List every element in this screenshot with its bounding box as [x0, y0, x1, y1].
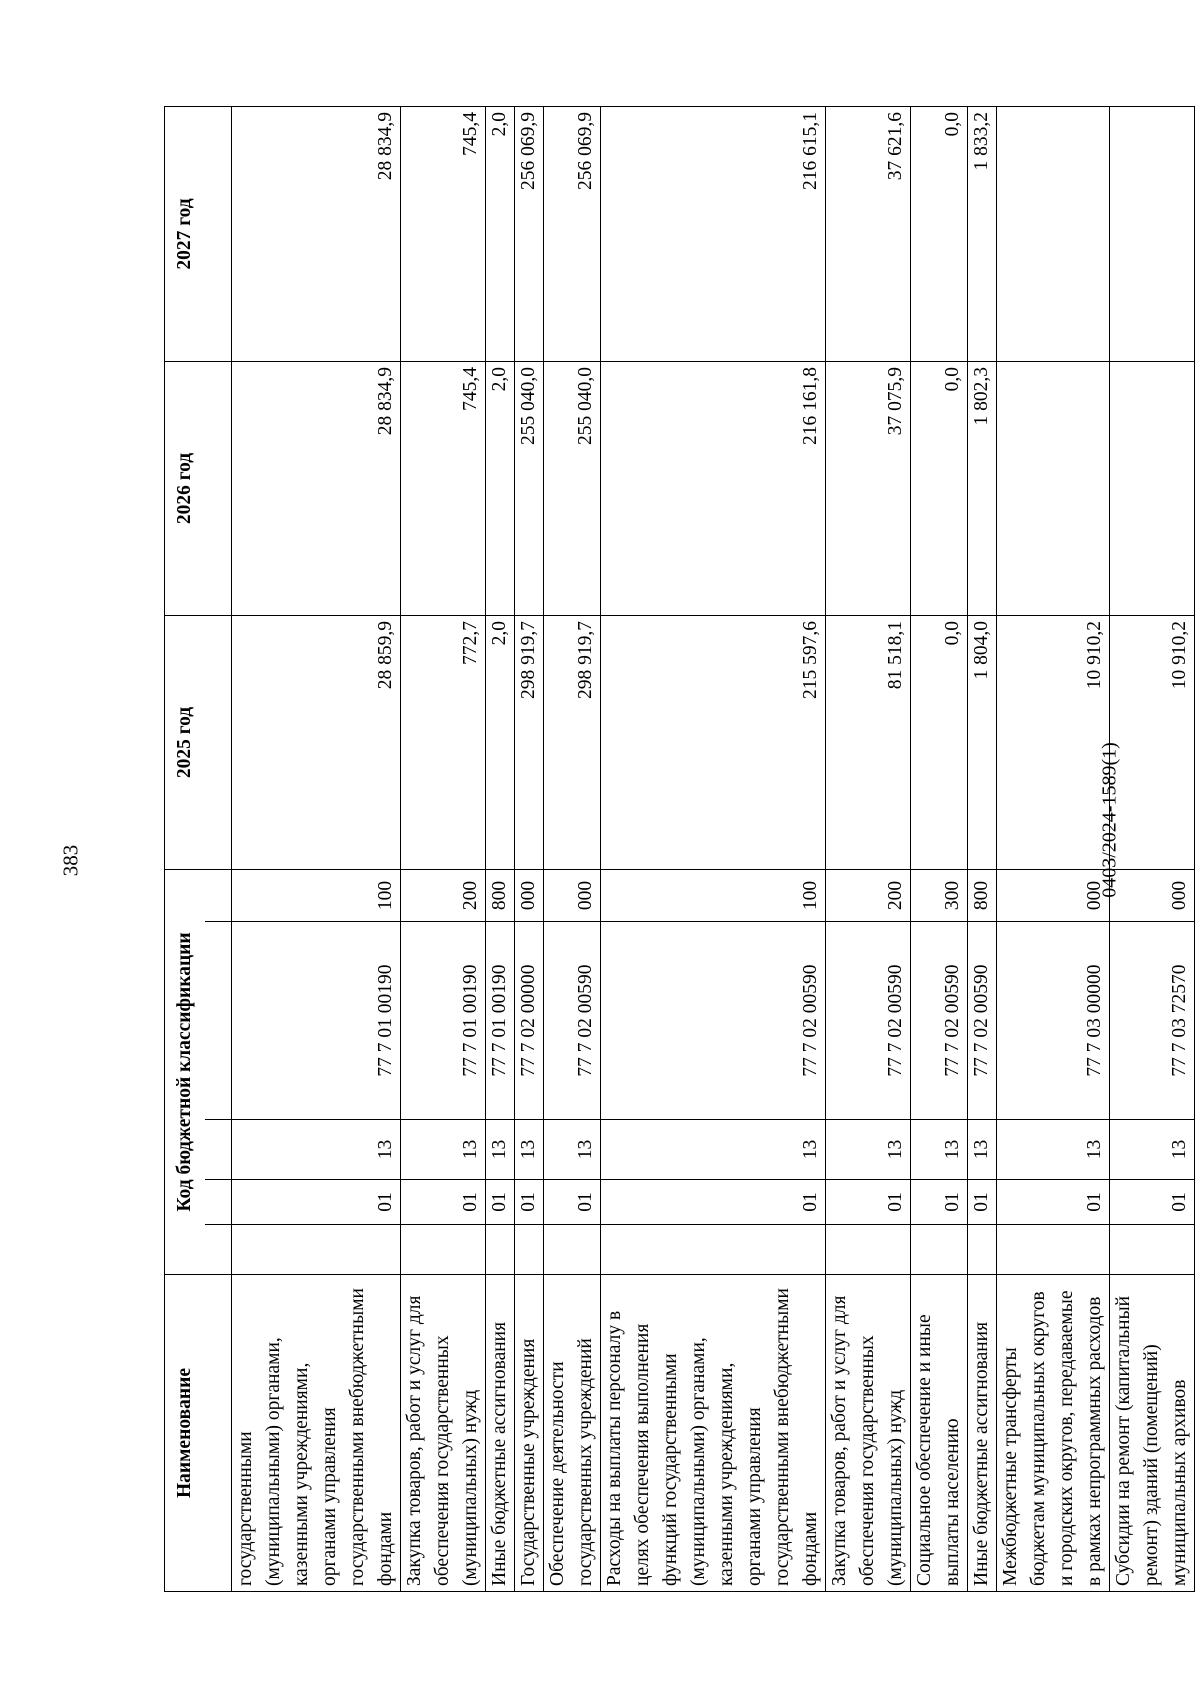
page-number: 383 — [58, 844, 83, 876]
row-empty — [826, 1225, 911, 1275]
subheader-cell — [205, 922, 232, 1120]
row-value-2027: 0,0 — [911, 107, 968, 362]
row-name: государственными (муниципальными) органами, казенными учреждениями, органами управления государственными внебюджетными фондами — [232, 1275, 401, 1592]
subheader-cell — [205, 1225, 232, 1275]
row-value-2026: 216 161,8 — [601, 362, 826, 616]
row-code-type: 800 — [486, 870, 515, 922]
row-code-target: 77 7 01 00190 — [232, 922, 401, 1120]
row-code-subsection: 13 — [515, 1120, 544, 1180]
row-value-2027: 256 069,9 — [515, 107, 544, 362]
table-subheader-row — [205, 107, 232, 1592]
row-value-2026: 255 040,0 — [544, 362, 601, 616]
table-row — [1110, 107, 1195, 1592]
table-row — [515, 107, 544, 1592]
row-code-type: 100 — [232, 870, 401, 922]
row-code-subsection: 13 — [997, 1120, 1110, 1180]
table-row — [826, 107, 911, 1592]
row-value-2026: 37 075,9 — [826, 362, 911, 616]
table-row — [601, 107, 826, 1592]
row-value-2026: 1 802,3 — [968, 362, 997, 616]
row-name: Закупка товаров, работ и услуг для обеспечения государственных (муниципальных) нужд — [401, 1275, 486, 1592]
row-code-target: 77 7 02 00000 — [515, 922, 544, 1120]
row-code-type: 000 — [515, 870, 544, 922]
row-code-section: 01 — [232, 1180, 401, 1225]
row-value-2025: 298 919,7 — [544, 616, 601, 870]
row-name: Межбюджетные трансферты бюджетам муниципальных округов и городских округов, передаваемые в рамках непрограммных расходов — [997, 1275, 1110, 1592]
row-empty — [544, 1225, 601, 1275]
row-value-2026: 255 040,0 — [515, 362, 544, 616]
row-value-2025: 0,0 — [911, 616, 968, 870]
row-empty — [911, 1225, 968, 1275]
row-value-2027: 256 069,9 — [544, 107, 601, 362]
subheader-cell — [205, 1275, 232, 1592]
header-2026: 2026 год — [165, 362, 206, 616]
row-code-subsection: 13 — [544, 1120, 601, 1180]
row-code-subsection: 13 — [911, 1120, 968, 1180]
row-code-target: 77 7 02 00590 — [544, 922, 601, 1120]
row-code-target: 77 7 02 00590 — [601, 922, 826, 1120]
header-name: Наименование — [165, 1275, 206, 1592]
row-value-2026: 745,4 — [401, 362, 486, 616]
row-code-type: 000 — [1110, 870, 1195, 922]
row-code-subsection: 13 — [826, 1120, 911, 1180]
row-code-type: 000 — [544, 870, 601, 922]
row-code-subsection: 13 — [601, 1120, 826, 1180]
row-code-target: 77 7 02 00590 — [968, 922, 997, 1120]
row-value-2025: 81 518,1 — [826, 616, 911, 870]
row-code-subsection: 13 — [401, 1120, 486, 1180]
row-name: Иные бюджетные ассигнования — [486, 1275, 515, 1592]
subheader-cell — [205, 870, 232, 922]
row-name: Обеспечение деятельности государственных учреждений — [544, 1275, 601, 1592]
row-code-subsection: 13 — [486, 1120, 515, 1180]
row-code-section: 01 — [1110, 1180, 1195, 1225]
row-value-2027: 216 615,1 — [601, 107, 826, 362]
row-empty — [997, 1225, 1110, 1275]
row-empty — [401, 1225, 486, 1275]
row-code-target: 77 7 02 00590 — [911, 922, 968, 1120]
row-value-2027: 28 834,9 — [232, 107, 401, 362]
subheader-cell — [205, 362, 232, 616]
row-value-2027: 2,0 — [486, 107, 515, 362]
row-value-2025: 2,0 — [486, 616, 515, 870]
row-code-target: 77 7 03 00000 — [997, 922, 1110, 1120]
row-code-section: 01 — [601, 1180, 826, 1225]
table-header-row — [165, 107, 206, 1592]
row-value-2025: 28 859,9 — [232, 616, 401, 870]
table-row — [968, 107, 997, 1592]
header-2025: 2025 год — [165, 616, 206, 870]
table-row — [232, 107, 401, 1592]
row-code-section: 01 — [826, 1180, 911, 1225]
row-empty — [515, 1225, 544, 1275]
row-value-2025: 298 919,7 — [515, 616, 544, 870]
row-code-target: 77 7 01 00190 — [401, 922, 486, 1120]
subheader-cell — [205, 1180, 232, 1225]
row-code-subsection: 13 — [232, 1120, 401, 1180]
row-code-type: 100 — [601, 870, 826, 922]
header-code: Код бюджетной классификации — [165, 870, 206, 1275]
row-code-section: 01 — [968, 1180, 997, 1225]
row-empty — [601, 1225, 826, 1275]
row-empty — [1110, 1225, 1195, 1275]
row-code-section: 01 — [911, 1180, 968, 1225]
row-name: Субсидии на ремонт (капитальный ремонт) зданий (помещений) муниципальных архивов — [1110, 1275, 1195, 1592]
row-value-2027 — [1110, 107, 1195, 362]
table-row — [911, 107, 968, 1592]
row-code-target: 77 7 03 72570 — [1110, 922, 1195, 1120]
row-value-2026: 2,0 — [486, 362, 515, 616]
row-value-2025: 10 910,2 — [1110, 616, 1195, 870]
row-empty — [968, 1225, 997, 1275]
subheader-cell — [205, 1120, 232, 1180]
row-name: Расходы на выплаты персоналу в целях обеспечения выполнения функций государственными (муниципальными) органами, казенными учреждениями, органами управления государственными внебюджетными фондами — [601, 1275, 826, 1592]
row-empty — [486, 1225, 515, 1275]
row-value-2026: 28 834,9 — [232, 362, 401, 616]
row-code-section: 01 — [997, 1180, 1110, 1225]
row-value-2027: 37 621,6 — [826, 107, 911, 362]
document-id: 0403/2024-1589(1) — [1098, 742, 1121, 898]
row-code-target: 77 7 01 00190 — [486, 922, 515, 1120]
row-code-type: 800 — [968, 870, 997, 922]
row-value-2027: 745,4 — [401, 107, 486, 362]
row-name: Иные бюджетные ассигнования — [968, 1275, 997, 1592]
subheader-cell — [205, 107, 232, 362]
row-value-2025: 772,7 — [401, 616, 486, 870]
row-code-type: 000 — [997, 870, 1110, 922]
row-value-2025: 1 804,0 — [968, 616, 997, 870]
row-code-subsection: 13 — [1110, 1120, 1195, 1180]
row-value-2026: 0,0 — [911, 362, 968, 616]
row-code-type: 300 — [911, 870, 968, 922]
row-value-2026 — [997, 362, 1110, 616]
header-2027: 2027 год — [165, 107, 206, 362]
row-code-target: 77 7 02 00590 — [826, 922, 911, 1120]
budget-table — [164, 106, 1195, 1592]
row-value-2027: 1 833,2 — [968, 107, 997, 362]
row-value-2026 — [1110, 362, 1195, 616]
row-code-subsection: 13 — [968, 1120, 997, 1180]
row-code-section: 01 — [401, 1180, 486, 1225]
row-code-section: 01 — [486, 1180, 515, 1225]
row-code-section: 01 — [544, 1180, 601, 1225]
row-value-2025: 215 597,6 — [601, 616, 826, 870]
row-name: Социальное обеспечение и иные выплаты населению — [911, 1275, 968, 1592]
row-empty — [232, 1225, 401, 1275]
row-name: Государственные учреждения — [515, 1275, 544, 1592]
subheader-cell — [205, 616, 232, 870]
table-row — [401, 107, 486, 1592]
table-row — [544, 107, 601, 1592]
row-code-type: 200 — [826, 870, 911, 922]
row-code-section: 01 — [515, 1180, 544, 1225]
row-code-type: 200 — [401, 870, 486, 922]
table-row — [997, 107, 1110, 1592]
table-row — [486, 107, 515, 1592]
row-value-2025: 10 910,2 — [997, 616, 1110, 870]
row-value-2027 — [997, 107, 1110, 362]
row-name: Закупка товаров, работ и услуг для обеспечения государственных (муниципальных) нужд — [826, 1275, 911, 1592]
